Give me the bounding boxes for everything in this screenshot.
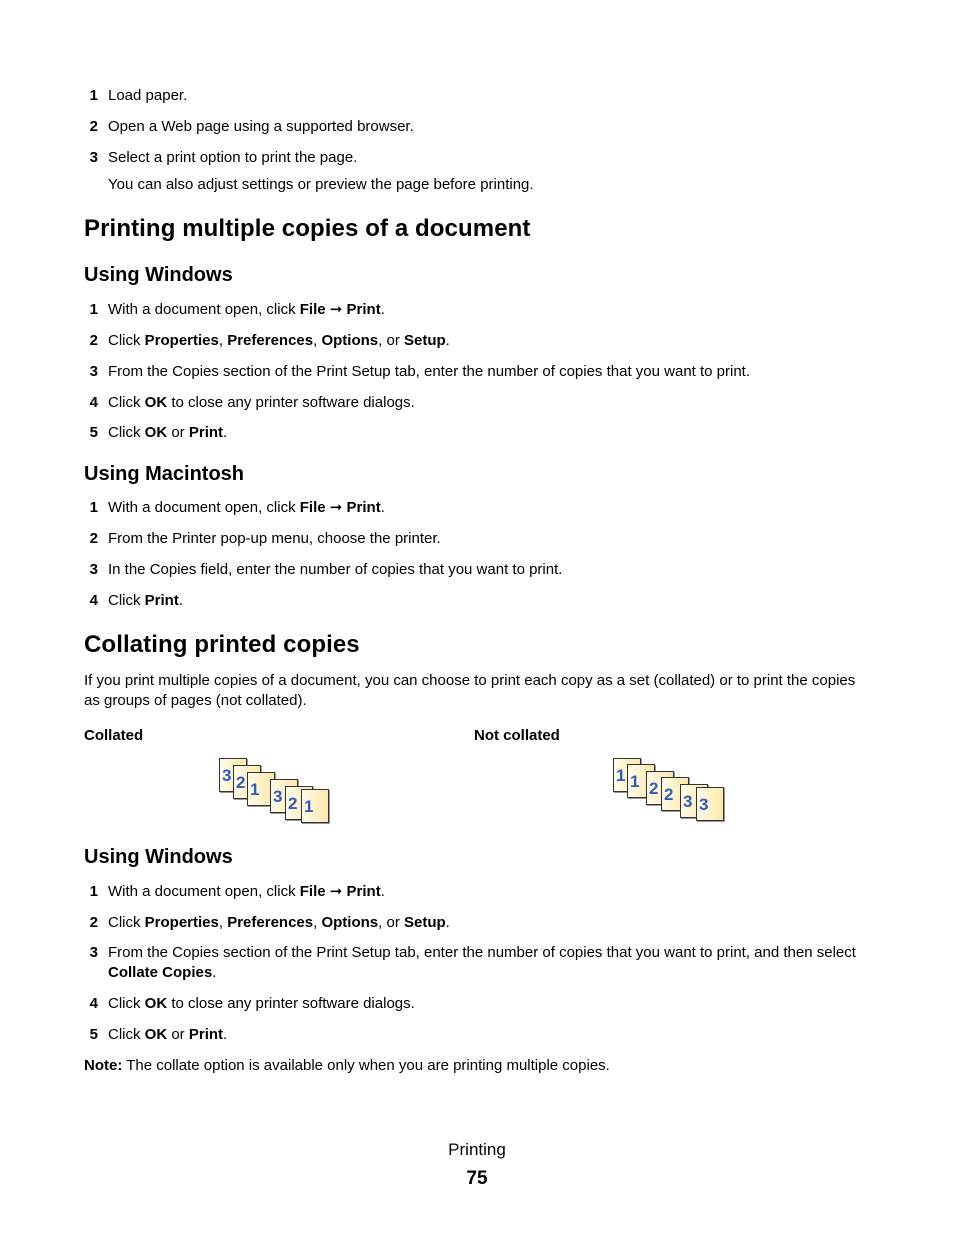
- not-collated-label: Not collated: [474, 727, 560, 744]
- page-number-label: 1: [616, 766, 626, 785]
- step-number: 3: [89, 149, 98, 166]
- page-number-label: 1: [630, 772, 640, 791]
- page-number-label: 3: [683, 792, 693, 811]
- step-number: 4: [89, 592, 98, 609]
- step-text: Click OK or Print.: [108, 424, 228, 441]
- step-number: 4: [89, 394, 98, 411]
- step-number: 1: [89, 499, 98, 516]
- step-text: Open a Web page using a supported browser.: [108, 118, 414, 135]
- page-number-label: 1: [304, 797, 314, 816]
- page-number-label: 2: [664, 785, 674, 804]
- step-text: Load paper.: [108, 87, 188, 104]
- step-number: 3: [89, 561, 98, 578]
- subheading-using-windows-collate: Using Windows: [84, 846, 233, 868]
- step-number: 2: [89, 530, 98, 547]
- note-label: Note:: [84, 1057, 123, 1074]
- page-number-label: 3: [699, 795, 709, 814]
- page-number-label: 2: [236, 773, 246, 792]
- collating-intro-paragraph: If you print multiple copies of a document, you can choose to print each copy as a set (collated) or to print the copies as groups of pages (not collated).: [84, 672, 856, 709]
- page-number-label: 2: [649, 779, 659, 798]
- step-text: Select a print option to print the page.: [108, 149, 358, 166]
- step-number: 5: [89, 1026, 98, 1043]
- step-number: 3: [89, 944, 98, 961]
- page-sheet: [696, 787, 724, 821]
- step-text: With a document open, click File ➞ Print.: [108, 883, 385, 900]
- page-number-label: 2: [288, 794, 298, 813]
- step-text: From the Copies section of the Print Setup tab, enter the number of copies that you want to print.: [108, 363, 751, 380]
- section-heading-collating: Collating printed copies: [84, 631, 360, 658]
- subheading-using-macintosh: Using Macintosh: [84, 463, 245, 485]
- page-number-label: 3: [273, 787, 283, 806]
- note: [84, 1056, 874, 1076]
- step-number: 1: [89, 87, 98, 104]
- page-sheet: [301, 789, 329, 823]
- step-text: From the Printer pop-up menu, choose the printer.: [108, 530, 441, 547]
- step-number: 1: [89, 301, 98, 318]
- step-text: Click Print.: [108, 592, 184, 609]
- step-text: Click OK to close any printer software dialogs.: [108, 394, 415, 411]
- collated-label: Collated: [84, 727, 144, 744]
- page-number-label: 1: [250, 780, 260, 799]
- step-text: With a document open, click File ➞ Print.: [108, 499, 385, 516]
- page-number: 75: [466, 1168, 488, 1189]
- step-number: 2: [89, 118, 98, 135]
- step-number: 5: [89, 424, 98, 441]
- footer-section-name: Printing: [448, 1140, 506, 1159]
- step-subtext: You can also adjust settings or preview the page before printing.: [108, 176, 534, 193]
- step-text: With a document open, click File ➞ Print.: [108, 301, 385, 318]
- step-number: 3: [89, 363, 98, 380]
- note-text: The collate option is available only when you are printing multiple copies.: [122, 1057, 610, 1074]
- step-number: 4: [89, 995, 98, 1012]
- step-text: In the Copies field, enter the number of copies that you want to print.: [108, 561, 563, 578]
- subheading-using-windows: Using Windows: [84, 264, 233, 286]
- step-number: 2: [89, 914, 98, 931]
- section-heading-multiple-copies: Printing multiple copies of a document: [84, 215, 531, 242]
- step-text: Click OK to close any printer software dialogs.: [108, 995, 415, 1012]
- step-number: 2: [89, 332, 98, 349]
- page-number-label: 3: [222, 766, 232, 785]
- step-text: Click OK or Print.: [108, 1026, 228, 1043]
- step-text: Click Properties, Preferences, Options, or Setup.: [108, 332, 450, 349]
- step-number: 1: [89, 883, 98, 900]
- step-text: Click Properties, Preferences, Options, or Setup.: [108, 914, 450, 931]
- step-text: From the Copies section of the Print Setup tab, enter the number of copies that you want to print, and then select Collate Copies.: [108, 944, 856, 981]
